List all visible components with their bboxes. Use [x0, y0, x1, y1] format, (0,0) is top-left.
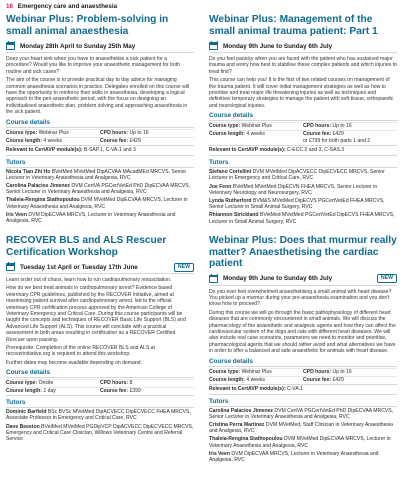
- course-intro: [209, 289, 397, 355]
- course-fee: £399: [129, 388, 141, 395]
- course-card: [209, 235, 397, 465]
- course-length: 4 weeks: [246, 376, 266, 383]
- tutor-entry: Rhiannon Strickland BVetMed MVetMed PGCertVetEd DipECVS FHEA MRCVS, Lecturer in Small Animal Surgery, RVC: [209, 212, 395, 225]
- tutors-heading: Tutors: [6, 399, 194, 408]
- intro-paragraph: Further dates may become available depending on demand.: [6, 359, 142, 366]
- course-intro: [209, 56, 397, 109]
- intro-paragraph: Do you feel panicky when you are faced with the patient who has sustained major trauma and worry how best to stabilise these complex patients and which injuries to treat first?: [209, 56, 397, 75]
- course-type: Webinar Plus: [241, 123, 272, 130]
- course-intro: [6, 56, 194, 116]
- tutor-entry: Lynda Rutherford BVM&S MVetMed DipECVS PGCertVetEd FHEA MRCVS, Senior Lecturer in Small Animal Surgery, RVC: [209, 198, 385, 211]
- course-length: 4 weeks: [43, 137, 63, 144]
- tutor-entry: Nicola Tian Zhi Ho BVetMed MVetMed DipACVAA MAcadMEd MRCVS, Senior Lecturer in Veterinary Anaesthesia and Analgesia, RVC: [6, 168, 187, 181]
- intro-paragraph: Does your heart sink when you have to anaesthetise a sick patient for a procedure? Would you like to improve your anaesthetic management for both routine and sick cases?: [6, 56, 181, 75]
- course-date-text: Monday 9th June to Sunday 6th July: [223, 275, 333, 282]
- course-dates: [6, 40, 194, 53]
- course-date-text: Tuesday 1st April or Tuesday 17th June: [20, 263, 138, 271]
- tutors-heading: Tutors: [209, 398, 397, 407]
- cpd-hours: 8: [129, 380, 133, 387]
- cpd-hours: Up to 16: [332, 123, 352, 130]
- tutor-entry: Dave Beeston BVetMed MVetMed PGDipVCP DipACVECC DipECVECC MRCVS, Emergency and Critical Care Clinician, Willows Veterinary Centre and Referral Service: [6, 423, 194, 443]
- cpd-hours: Up to 16: [332, 368, 352, 375]
- course-type: Webinar Plus: [38, 129, 69, 136]
- intro-paragraph: Prerequisite: Completion of the online RECOVER BLS and ALS at recoverinitiative.org is required to attend this workshop.: [6, 345, 155, 358]
- tutor-entry: Iris Veen DVM DipECVAA MRCVS, Lecturer in Veterinary Anaesthesia and Analgesia, RVC: [6, 211, 176, 225]
- tutors-heading: Tutors: [209, 159, 397, 168]
- course-dates: [209, 273, 397, 286]
- course-fee: £429: [332, 376, 344, 383]
- course-title: Webinar Plus: Does that murmur really matter? Anaesthetising the cardiac patient: [209, 235, 397, 269]
- intro-paragraph: The aim of the course is to provide practical day to day advice for managing common anaesthesia scenarios in practice. Delegates enrolled on this course will have the opportunity to reinforce their skills in anaesthesia, developing a logical approach to the peri-anaesthetic period, with the focus on designing an individualised anaesthetic plan, problem solving and approaching anaesthesia in the sick patient.: [6, 77, 190, 116]
- page-header: [6, 3, 117, 10]
- page-number: 16: [6, 3, 14, 10]
- course-details-heading: Course details: [209, 112, 397, 121]
- course-dates: [6, 261, 194, 274]
- course-card: [6, 235, 194, 444]
- course-fee-extra: or £799 for both parts 1 and 2: [303, 138, 371, 145]
- course-type: Onsite: [38, 380, 54, 387]
- calendar-icon: [209, 275, 218, 283]
- section-title: Emergency care and anaesthesia: [17, 3, 118, 10]
- intro-paragraph: This course can help you! It is the first of two related courses on management of the trauma patient. It will cover initial management strategies as well as how to prioritise and treat major life threatening injuries as well as techniques and definitive/ temporary strategies to manage the patient with soft tissue, orthopaedic and neurological injuries.: [209, 77, 394, 109]
- intro-paragraph: How do we best treat animals in cardiopulmonary arrest? Evidence based veterinary CPR guidelines, published by the RECOVER Initiative, aimed at maximising patient survival after cardiopulmonary arrest, led to the official veterinary CPR certification process approved by the American College of Veterinary Emergency and Critical Care. During this course participants will be taught the concepts and techniques of RECOVER Basic Life Support (BLS) and Advanced Life Support (ALS). This course will conclude with a practical assessment in both areas resulting in certification as a RECOVER Certified Rescuer upon passing.: [6, 285, 186, 343]
- course-details-heading: Course details: [209, 358, 397, 367]
- course-date-text: Monday 28th April to Sunday 25th May: [20, 42, 136, 50]
- tutor-entry: Iris Veen DVM DipECVAA MRCVS, Lecturer in Veterinary Anaesthesia and Analgesia, RVC: [209, 450, 379, 463]
- course-details: Course type: Webinar Plus CPD hours: Up to 16 Course length: 4 weeks Course fee: £429: [209, 368, 397, 385]
- course-card: [6, 14, 194, 226]
- tutor-entry: Carolina Palacios Jimenez DVM CertVA PGCertVetEd PhD DipECVAA MRCVS, Senior Lecturer in Veterinary Anaesthesia and Analgesia, RVC: [6, 183, 191, 196]
- course-length: 1 day: [43, 388, 56, 395]
- course-details: Course type: Webinar Plus CPD hours: Up to 16 Course length: 4 weeks Course fee: £429: [6, 129, 194, 146]
- course-details-heading: Course details: [6, 369, 194, 378]
- course-details: Course type: Webinar Plus CPD hours: Up to 16 Course length: 4 weeks Course fee: £429 or £799 for both parts 1 and 2: [209, 122, 397, 146]
- tutor-entry: Stefano Cortellini DVM MVetMed DipACVECC DipECVECC MRCVS, Senior Lecturer in Emergency and Critical Care, RVC: [209, 169, 385, 182]
- tutor-list: [6, 409, 194, 442]
- course-card: [209, 14, 397, 227]
- course-fee: £429: [332, 131, 344, 138]
- tutor-list: [6, 169, 194, 225]
- course-length: 4 weeks: [246, 131, 266, 138]
- course-details-heading: Course details: [6, 119, 194, 128]
- calendar-icon: [6, 263, 15, 271]
- course-date-text: Monday 9th June to Sunday 6th July: [223, 42, 333, 50]
- calendar-icon: [209, 42, 218, 50]
- course-intro: [6, 277, 194, 366]
- course-details: Course type: Onsite CPD hours: 8 Course length: 1 day Course fee: £399: [6, 379, 194, 396]
- tutor-entry: Joe Fenn BVetMed MVetMed DipECVN FHEA MRCVS, Senior Lecturer in Veterinary Neurology and Neurosurgery, RVC: [209, 183, 378, 196]
- relevant-modules: Relevant to CertAVP module(s): B-SAP.1, C-VA.1 and 3: [6, 146, 194, 156]
- course-title: RECOVER BLS and ALS Rescuer Certification Workshop: [6, 235, 167, 258]
- tutor-list: [209, 169, 397, 225]
- course-title: Webinar Plus: Management of the small animal trauma patient: Part 1: [209, 14, 378, 37]
- course-fee: £429: [129, 137, 141, 144]
- tutor-entry: Cristina Perra Martinez DVM MVetMed, Staff Clinician in Veterinary Anaesthesia and Analgesia, RVC: [209, 421, 393, 435]
- tutors-heading: Tutors: [6, 159, 194, 168]
- relevant-modules: Relevant to CertAVP module(s): C-VA.1: [209, 385, 397, 395]
- course-type: Webinar Plus: [241, 368, 272, 375]
- tutor-entry: Carolina Palacios Jimenez DVM CertVA PGCertVetEd PhD DipECVAA MRCVS, Senior Lecturer in Veterinary Anaesthesia and Analgesia, RVC: [209, 407, 394, 420]
- relevant-modules: Relevant to CertAVP module(s): C-ECC.2 and 3, C-SAS.3: [209, 146, 397, 156]
- course-title: Webinar Plus: Problem-solving in small animal anaesthesia: [6, 14, 169, 37]
- tutor-list: [209, 408, 397, 464]
- course-dates: [209, 40, 397, 53]
- tutor-entry: Thaleia-Rengina Stathopoulou DVM MVetMed DipECVAA MRCVS, Lecturer in Veterinary Anaesthesia and Analgesia, RVC: [209, 436, 391, 449]
- tutor-entry: Dominic Barfield BSc BVSc MVetMed DipACVECC DipECVECC FHEA MRCVS, Associate Professor in Emergency and Critical Care, RVC: [6, 409, 191, 422]
- new-badge: NEW: [377, 274, 397, 283]
- new-badge: NEW: [174, 263, 194, 272]
- tutor-entry: Thaleia-Rengina Stathopoulou DVM MVetMed DipECVAA MRCVS, Lecturer in Veterinary Anaesthesia and Analgesia, RVC: [6, 197, 188, 210]
- intro-paragraph: Learn order out of chaos, learn how to run cardiopulmonary resuscitation.: [6, 277, 172, 283]
- intro-paragraph: During this course we will go through the basic pathophysiology of different heart diseases that are commonly encountered in small animals. We will discuss the pharmacology of the anaesthetic and analgesic agents and how they can affect the cardiovascular system of the dogs and cats with different heart diseases. We will also include real case scenarios, parameters we need to monitor and prioritise, pharmacological agents that we should rather avoid and what alternatives we have in order to offer a balanced and safe anaesthetic for animals with heart disease.: [209, 309, 396, 355]
- cpd-hours: Up to 16: [129, 129, 149, 136]
- intro-paragraph: Do you ever feel overwhelmed anaesthetising a small animal with heart disease? You picked up a murmur during your pre-anaesthesia examination and you don't know how to proceed?: [209, 288, 392, 308]
- calendar-icon: [6, 42, 15, 50]
